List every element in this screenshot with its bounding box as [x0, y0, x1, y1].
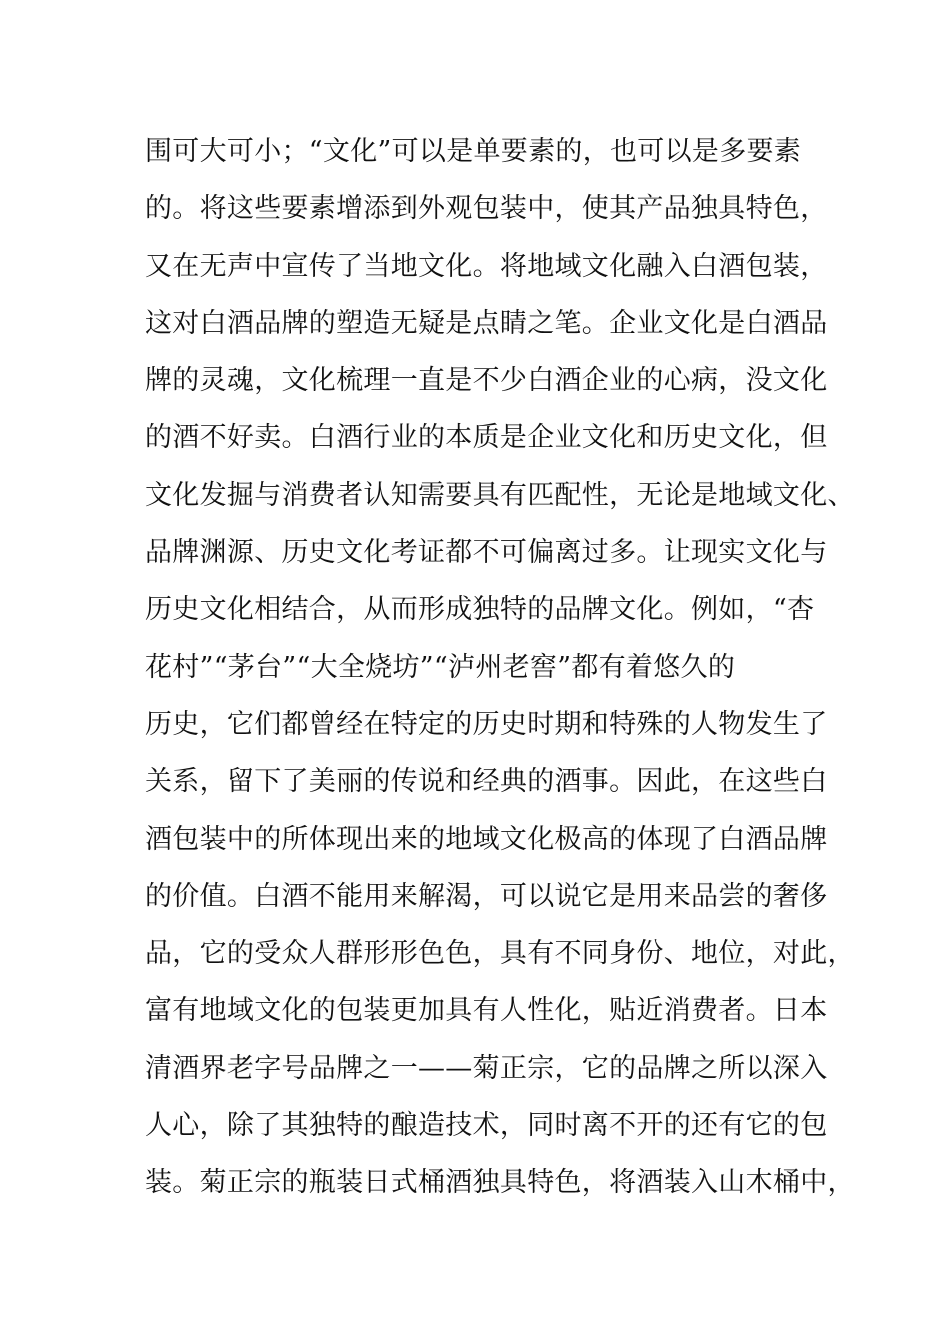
text-line: 富有地域文化的包装更加具有人性化，贴近消费者。日本	[145, 995, 828, 1027]
text-line: 清酒界老字号品牌之一——菊正宗，它的品牌之所以深入	[145, 1052, 828, 1084]
text-line: 花村”“茅台”“大全烧坊”“泸州老窖”都有着悠久的	[145, 651, 736, 683]
text-line: 文化发掘与消费者认知需要具有匹配性，无论是地域文化、	[145, 479, 855, 511]
text-line: 历史文化相结合，从而形成独特的品牌文化。例如，“杏	[145, 594, 815, 626]
text-line: 人心，除了其独特的酿造技术，同时离不开的还有它的包	[145, 1110, 828, 1142]
text-line: 围可大可小；“文化”可以是单要素的，也可以是多要素	[145, 136, 802, 167]
text-line: 的。将这些要素增添到外观包装中，使其产品独具特色，	[145, 193, 828, 225]
text-line: 又在无声中宣传了当地文化。将地域文化融入白酒包装，	[145, 250, 828, 282]
body-paragraph	[145, 123, 855, 1212]
text-line: 牌的灵魂，文化梳理一直是不少白酒企业的心病，没文化	[145, 365, 828, 397]
text-line: 品牌渊源、历史文化考证都不可偏离过多。让现实文化与	[145, 537, 828, 569]
text-line: 的价值。白酒不能用来解渴，可以说它是用来品尝的奢侈	[145, 880, 828, 912]
text-line: 关系，留下了美丽的传说和经典的酒事。因此，在这些白	[145, 766, 828, 798]
text-line: 酒包装中的所体现出来的地域文化极高的体现了白酒品牌	[145, 823, 828, 855]
text-line: 品，它的受众人群形形色色，具有不同身份、地位，对此，	[145, 938, 855, 970]
text-line: 的酒不好卖。白酒行业的本质是企业文化和历史文化，但	[145, 422, 828, 454]
text-line: 装。菊正宗的瓶装日式桶酒独具特色，将酒装入山木桶中，	[145, 1167, 855, 1199]
text-line: 这对白酒品牌的塑造无疑是点睛之笔。企业文化是白酒品	[145, 307, 828, 339]
text-line: 历史，它们都曾经在特定的历史时期和特殊的人物发生了	[145, 708, 828, 740]
